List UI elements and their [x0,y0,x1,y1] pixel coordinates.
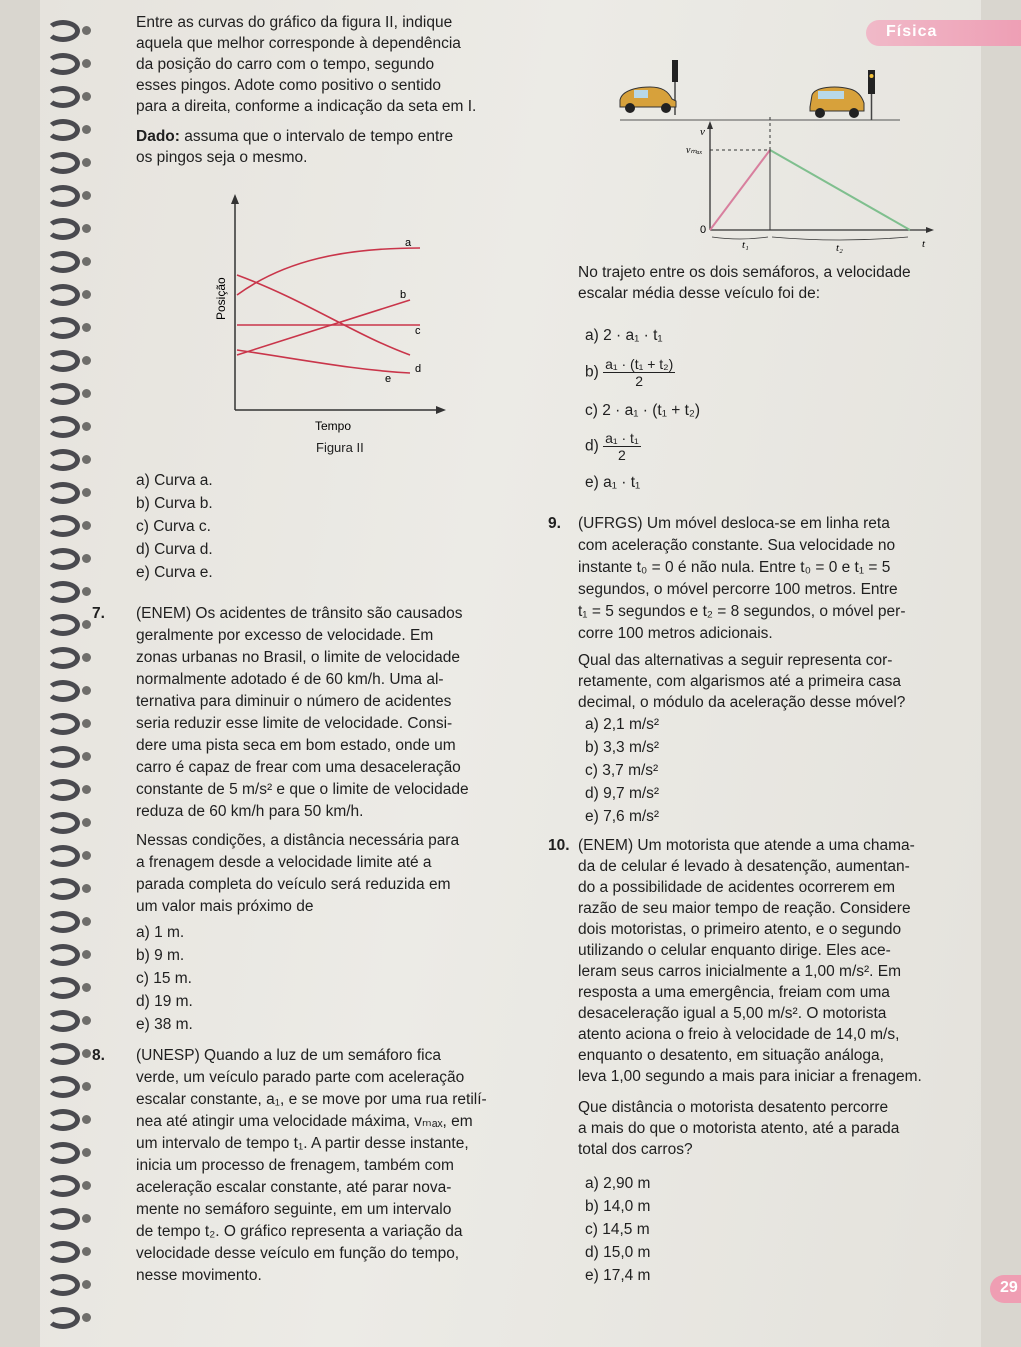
spiral-binding [40,0,100,1347]
q9-option-e[interactable]: e) 7,6 m/s² [585,808,660,825]
curve-d-label: d [415,363,422,375]
x-axis-arrow [436,406,446,414]
binding-hole [82,884,91,893]
binding-ring [46,53,80,75]
binding-hole [82,1049,91,1058]
q6-option-d[interactable]: d) Curva d. [136,541,213,558]
acceleration-segment [710,150,770,230]
binding-ring [46,1208,80,1230]
binding-hole [82,158,91,167]
binding-ring [46,779,80,801]
q10-number: 10. [548,837,570,854]
binding-ring [46,119,80,141]
binding-hole [82,191,91,200]
q7-line: Nessas condições, a distância necessária para [136,832,460,849]
q10-option-a[interactable]: a) 2,90 m [585,1175,651,1192]
subject-tab [866,20,1021,46]
binding-hole [82,389,91,398]
binding-hole [82,422,91,431]
fraction-denominator: 2 [635,373,644,389]
v-label: v [700,126,705,138]
x-axis-label: Tempo [315,419,352,433]
binding-hole [82,92,91,101]
q7-line: dere uma pista seca em bom estado, onde um [136,737,456,754]
t1-label: t₁ [742,239,749,251]
dado-label: Dado: [136,128,180,145]
q8-line: aceleração escalar constante, até parar nova- [136,1179,452,1196]
dado-line: os pingos seja o mesmo. [136,149,308,166]
car-right-icon [810,87,864,118]
q9-line: retamente, com algarismos até a primeira casa [578,673,902,690]
deceleration-segment [770,150,910,230]
binding-ring [46,1010,80,1032]
binding-hole [82,1280,91,1289]
q8-line: de tempo t₂. O gráfico representa a variação da [136,1223,463,1240]
figure-ii-caption: Figura II [316,440,364,455]
binding-hole [82,785,91,794]
binding-hole [82,26,91,35]
binding-hole [82,983,91,992]
binding-ring [46,812,80,834]
binding-ring [46,350,80,372]
binding-hole [82,752,91,761]
traffic-light-right-icon [868,70,875,120]
q7-line: zonas urbanas no Brasil, o limite de velocidade [136,649,460,666]
figure-ii-graph [195,190,455,440]
q9-option-b[interactable]: b) 3,3 m/s² [585,739,660,756]
q6-option-e[interactable]: e) Curva e. [136,564,213,581]
q9-option-c[interactable]: c) 3,7 m/s² [585,762,659,779]
q6-option-a[interactable]: a) Curva a. [136,472,213,489]
q10-line: leva 1,00 segundo a mais para iniciar a frenagem. [578,1068,922,1085]
intro-line: aquela que melhor corresponde à dependência [136,35,461,52]
q8-line: escalar constante, a₁, e se move por uma rua retilí- [136,1091,487,1108]
q7-option-e[interactable]: e) 38 m. [136,1016,193,1033]
binding-hole [82,59,91,68]
q7-number: 7. [92,605,105,622]
q8-line: nesse movimento. [136,1267,262,1284]
curve-b [237,275,410,355]
binding-hole [82,917,91,926]
q8-line: inicia um processo de frenagem, também com [136,1157,454,1174]
binding-hole [82,1214,91,1223]
q8-velocity-graph [610,55,940,265]
binding-hole [82,1181,91,1190]
q6-option-c[interactable]: c) Curva c. [136,518,211,535]
t2-label: t₂ [836,242,843,254]
q9-number: 9. [548,515,561,532]
q10-option-b[interactable]: b) 14,0 m [585,1198,651,1215]
q9-line: t₁ = 5 segundos e t₂ = 8 segundos, o móvel per- [578,603,906,620]
q10-line: razão de seu maior tempo de reação. Considere [578,900,911,917]
binding-ring [46,251,80,273]
binding-ring [46,185,80,207]
binding-ring [46,317,80,339]
q7-line: a frenagem desde a velocidade limite até a [136,854,432,871]
curve-a-label: a [405,237,412,249]
q7-line: carro é capaz de frear com uma desaceleração [136,759,461,776]
binding-ring [46,647,80,669]
binding-hole [82,1082,91,1091]
q8-option-a[interactable]: a) 2 · a₁ · t₁ [585,327,663,344]
q8-option-e[interactable]: e) a₁ · t₁ [585,474,641,491]
q7-line: (ENEM) Os acidentes de trânsito são causados [136,605,463,622]
q8-option-d-fraction [603,430,641,463]
q10-option-d[interactable]: d) 15,0 m [585,1244,651,1261]
page-number: 29 [1000,1279,1018,1296]
binding-ring [46,515,80,537]
q8-question-line: No trajeto entre os dois semáforos, a velocidade [578,264,911,281]
binding-ring [46,548,80,570]
binding-ring [46,1307,80,1329]
binding-hole [82,950,91,959]
binding-hole [82,521,91,530]
q10-line: leram seus carros inicialmente a 1,00 m/s². Em [578,963,902,980]
q7-line: ternativa para diminuir o número de acidentes [136,693,452,710]
binding-hole [82,1247,91,1256]
binding-hole [82,257,91,266]
curve-b-label: b [400,289,407,301]
binding-ring [46,680,80,702]
q8-option-b-prefix: b) [585,363,599,381]
q9-line: corre 100 metros adicionais. [578,625,773,642]
q10-line: do a possibilidade de acidentes ocorrerem em [578,879,896,896]
binding-ring [46,1109,80,1131]
binding-hole [82,719,91,728]
subject-label: Física [886,23,938,40]
binding-hole [82,455,91,464]
fraction-numerator: a₁ · t₁ [605,430,639,446]
binding-ring [46,416,80,438]
intro-line: esses pingos. Adote como positivo o sentido [136,77,442,94]
t1-brace [712,237,768,239]
binding-ring [46,383,80,405]
binding-hole [82,620,91,629]
q9-line: (UFRGS) Um móvel desloca-se em linha reta [578,515,890,532]
binding-ring [46,482,80,504]
binding-ring [46,614,80,636]
binding-ring [46,449,80,471]
binding-hole [82,290,91,299]
q9-line: Qual das alternativas a seguir representa cor- [578,652,893,669]
binding-ring [46,1043,80,1065]
q8-option-b-fraction [603,356,675,389]
binding-ring [46,944,80,966]
binding-ring [46,1175,80,1197]
binding-ring [46,1142,80,1164]
q10-line: a mais do que o motorista atento, até a parada [578,1120,900,1137]
q7-option-d[interactable]: d) 19 m. [136,993,193,1010]
binding-ring [46,284,80,306]
q8-line: nea até atingir uma velocidade máxima, vₘₐₓ, em [136,1113,473,1130]
q10-option-c[interactable]: c) 14,5 m [585,1221,650,1238]
q10-line: desaceleração igual a 5,00 m/s². O motorista [578,1005,887,1022]
q7-line: um valor mais próximo de [136,898,314,915]
binding-hole [82,818,91,827]
binding-ring [46,86,80,108]
curve-c-label: c [415,325,421,337]
q7-line: parada completa do veículo será reduzida em [136,876,451,893]
binding-hole [82,1148,91,1157]
curve-d [237,300,410,355]
binding-ring [46,746,80,768]
q7-option-c[interactable]: c) 15 m. [136,970,192,987]
q8-question-line: escalar média desse veículo foi de: [578,285,821,302]
binding-ring [46,713,80,735]
binding-hole [82,323,91,332]
q10-line: resposta a uma emergência, freiam com uma [578,984,890,1001]
binding-hole [82,1313,91,1322]
q9-line: decimal, o módulo da aceleração desse móvel? [578,694,906,711]
binding-ring [46,845,80,867]
binding-hole [82,851,91,860]
y-axis-arrow [231,194,239,204]
intro-line: para a direita, conforme a indicação da seta em I. [136,98,477,115]
binding-ring [46,1241,80,1263]
q10-line: total dos carros? [578,1141,693,1158]
origin-label: 0 [700,224,707,236]
q7-line: reduza de 60 km/h para 50 km/h. [136,803,364,820]
binding-hole [82,224,91,233]
dado-line: assuma que o intervalo de tempo entre [184,128,454,145]
textbook-page [40,0,1018,1347]
q10-line: enquanto o desatento, em situação análoga, [578,1047,884,1064]
binding-hole [82,554,91,563]
binding-hole [82,1115,91,1124]
q7-option-b[interactable]: b) 9 m. [136,947,185,964]
q8-option-b[interactable] [585,356,675,389]
binding-ring [46,1076,80,1098]
q10-line: (ENEM) Um motorista que atende a uma chama- [578,837,915,854]
t-label: t [922,238,926,250]
q8-number: 8. [92,1047,105,1064]
q8-line: mente no semáforo seguinte, em um intervalo [136,1201,452,1218]
q9-line: segundos, o móvel percorre 100 metros. Entre [578,581,898,598]
intro-line: Entre as curvas do gráfico da figura II, indique [136,14,453,31]
q8-option-d[interactable] [585,430,641,463]
curve-a [237,248,420,295]
binding-hole [82,488,91,497]
binding-ring [46,20,80,42]
page-number-tab [990,1275,1021,1303]
binding-ring [46,1274,80,1296]
q10-line: da de celular é levado à desatenção, aumentan- [578,858,910,875]
q9-line: instante t₀ = 0 é não nula. Entre t₀ = 0 e t₁ = 5 [578,559,891,576]
binding-hole [82,356,91,365]
q6-option-b[interactable]: b) Curva b. [136,495,213,512]
binding-ring [46,152,80,174]
q8-line: um intervalo de tempo t₁. A partir desse instante, [136,1135,469,1152]
curve-e [237,350,410,373]
q10-line: dois motoristas, o primeiro atento, e o segundo [578,921,902,938]
binding-ring [46,911,80,933]
q7-line: seria reduzir esse limite de velocidade. Consi- [136,715,453,732]
q10-line: utilizando o celular enquanto dirige. Eles ace- [578,942,891,959]
q7-line: geralmente por excesso de velocidade. Em [136,627,434,644]
q7-line: normalmente adotado é de 60 km/h. Uma al- [136,671,444,688]
q10-line: atento aciona o freio à velocidade de 14,0 m/s, [578,1026,900,1043]
vmax-label: vₘₐₓ [686,145,703,156]
binding-hole [82,653,91,662]
binding-hole [82,587,91,596]
binding-hole [82,125,91,134]
binding-ring [46,218,80,240]
q8-option-c[interactable]: c) 2 · a₁ · (t₁ + t₂) [585,402,701,419]
intro-line: da posição do carro com o tempo, segundo [136,56,435,73]
q9-option-a[interactable]: a) 2,1 m/s² [585,716,660,733]
q10-option-e[interactable]: e) 17,4 m [585,1267,651,1284]
curve-e-label: e [385,373,392,385]
fraction-numerator: a₁ · (t₁ + t₂) [605,356,674,372]
binding-ring [46,878,80,900]
q8-option-d-prefix: d) [585,437,599,455]
q8-line: velocidade desse veículo em função do tempo, [136,1245,460,1262]
binding-ring [46,977,80,999]
q7-option-a[interactable]: a) 1 m. [136,924,185,941]
t2-brace [772,237,908,240]
q8-line: (UNESP) Quando a luz de um semáforo fica [136,1047,441,1064]
q10-line: Que distância o motorista desatento percorre [578,1099,889,1116]
fraction-denominator: 2 [618,447,626,463]
car-left-icon [620,87,676,113]
binding-hole [82,686,91,695]
q9-option-d[interactable]: d) 9,7 m/s² [585,785,660,802]
binding-hole [82,1016,91,1025]
q7-line: constante de 5 m/s² e que o limite de velocidade [136,781,469,798]
q8-line: verde, um veículo parado parte com aceleração [136,1069,465,1086]
y-axis-label: Posição [214,277,228,320]
binding-ring [46,581,80,603]
q9-line: com aceleração constante. Sua velocidade no [578,537,896,554]
